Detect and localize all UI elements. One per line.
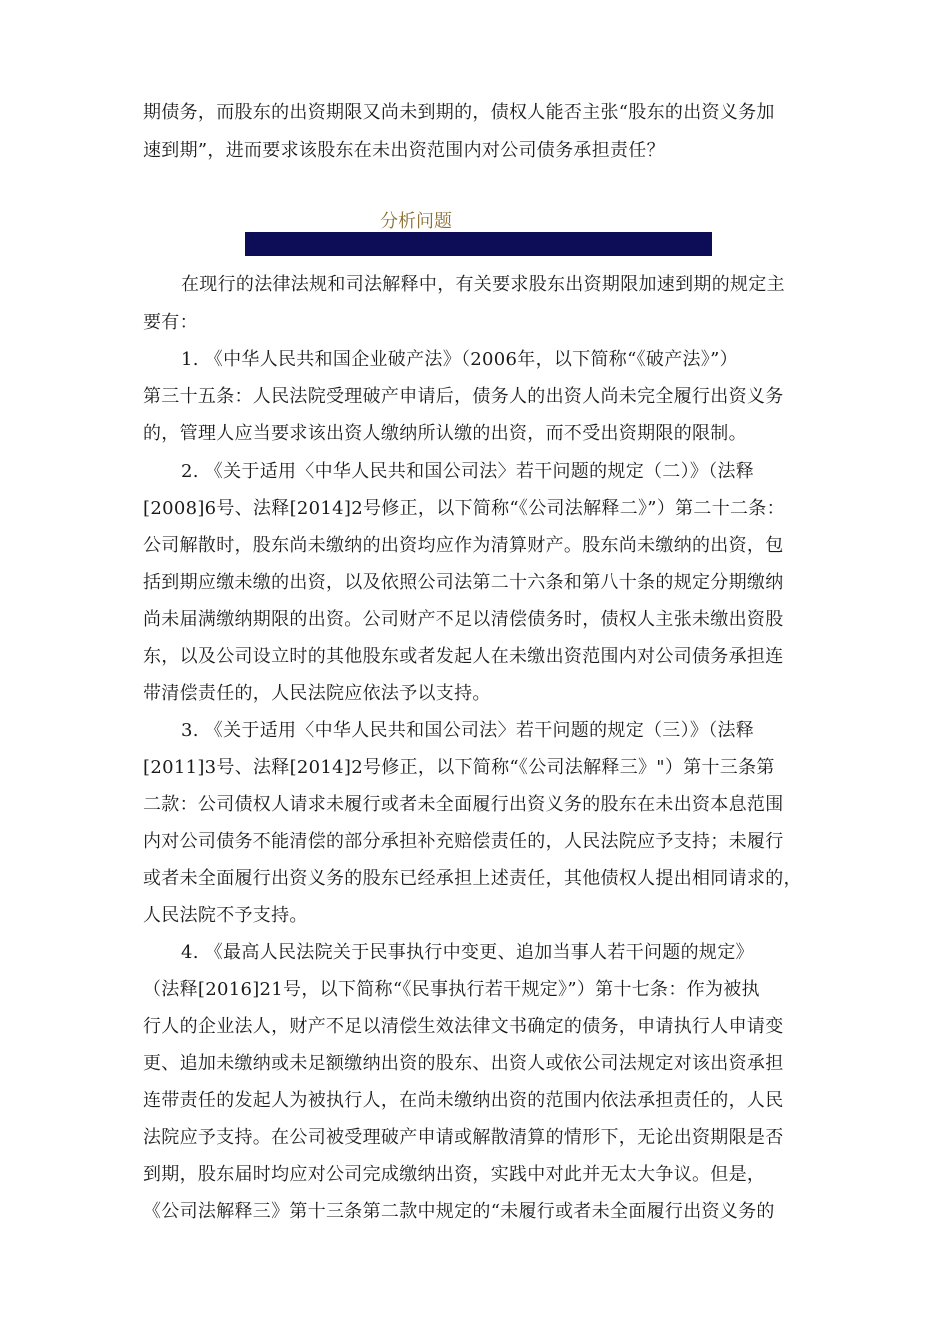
list-item-2-line: 2. 《关于适用〈中华人民共和国公司法〉若干问题的规定（二）》（法释: [181, 461, 755, 482]
list-item-2-line: 括到期应缴未缴的出资，以及依照公司法第二十六条和第八十条的规定分期缴纳: [143, 572, 784, 593]
list-item-3-line: 或者未全面履行出资义务的股东已经承担上述责任，其他债权人提出相同请求的，: [143, 868, 802, 889]
list-item-1-line: 1. 《中华人民共和国企业破产法》（2006年，以下简称“《破产法》”）: [181, 349, 738, 370]
intro-line-2: 速到期”，进而要求该股东在未出资范围内对公司债务承担责任？: [143, 140, 665, 161]
paragraph-line: 在现行的法律法规和司法解释中，有关要求股东出资期限加速到期的规定主: [181, 274, 785, 295]
list-item-4-line: 行人的企业法人，财产不足以清偿生效法律文书确定的债务，申请执行人申请变: [143, 1016, 784, 1037]
list-item-4-line: 更、追加未缴纳或未足额缴纳出资的股东、出资人或依公司法规定对该出资承担: [143, 1053, 784, 1074]
list-item-3-line: 人民法院不予支持。: [143, 905, 308, 926]
list-item-2-line: 尚未届满缴纳期限的出资。公司财产不足以清偿债务时，债权人主张未缴出资股: [143, 609, 784, 630]
list-item-2-line: [2008]6号、法释[2014]2号修正，以下简称“《公司法解释二》”）第二十二条：: [143, 498, 785, 519]
list-item-4-line: 4. 《最高人民法院关于民事执行中变更、追加当事人若干问题的规定》: [181, 942, 754, 963]
paragraph-line: 要有：: [143, 312, 198, 333]
intro-line-1: 期债务，而股东的出资期限又尚未到期的，债权人能否主张“股东的出资义务加: [143, 102, 775, 123]
section-title-bar: [245, 232, 712, 256]
list-item-4-line: 到期，股东届时均应对公司完成缴纳出资，实践中对此并无太大争议。但是，: [143, 1164, 766, 1185]
list-item-2-line: 东，以及公司设立时的其他股东或者发起人在未缴出资范围内对公司债务承担连: [143, 646, 784, 667]
section-title: 分析问题: [380, 211, 452, 232]
list-item-2-line: 公司解散时，股东尚未缴纳的出资均应作为清算财产。股东尚未缴纳的出资，包: [143, 535, 784, 556]
list-item-1-line: 的，管理人应当要求该出资人缴纳所认缴的出资，而不受出资期限的限制。: [143, 423, 747, 444]
list-item-1-line: 第三十五条：人民法院受理破产申请后，债务人的出资人尚未完全履行出资义务: [143, 386, 784, 407]
list-item-4-line: 法院应予支持。在公司被受理破产申请或解散清算的情形下，无论出资期限是否: [143, 1127, 784, 1148]
list-item-3-line: 3. 《关于适用〈中华人民共和国公司法〉若干问题的规定（三）》（法释: [181, 720, 755, 741]
list-item-4-line: 连带责任的发起人为被执行人，在尚未缴纳出资的范围内依法承担责任的，人民: [143, 1090, 784, 1111]
list-item-3-line: [2011]3号、法释[2014]2号修正，以下简称“《公司法解释三》"）第十三条第: [143, 757, 775, 778]
list-item-2-line: 带清偿责任的，人民法院应依法予以支持。: [143, 683, 491, 704]
list-item-3-line: 二款：公司债权人请求未履行或者未全面履行出资义务的股东在未出资本息范围: [143, 794, 784, 815]
list-item-4-line: （法释[2016]21号，以下简称“《民事执行若干规定》”）第十七条：作为被执: [143, 979, 760, 1000]
list-item-3-line: 内对公司债务不能清偿的部分承担补充赔偿责任的，人民法院应予支持；未履行: [143, 831, 784, 852]
list-item-4-line: 《公司法解释三》第十三条第二款中规定的“未履行或者未全面履行出资义务的: [143, 1201, 775, 1222]
